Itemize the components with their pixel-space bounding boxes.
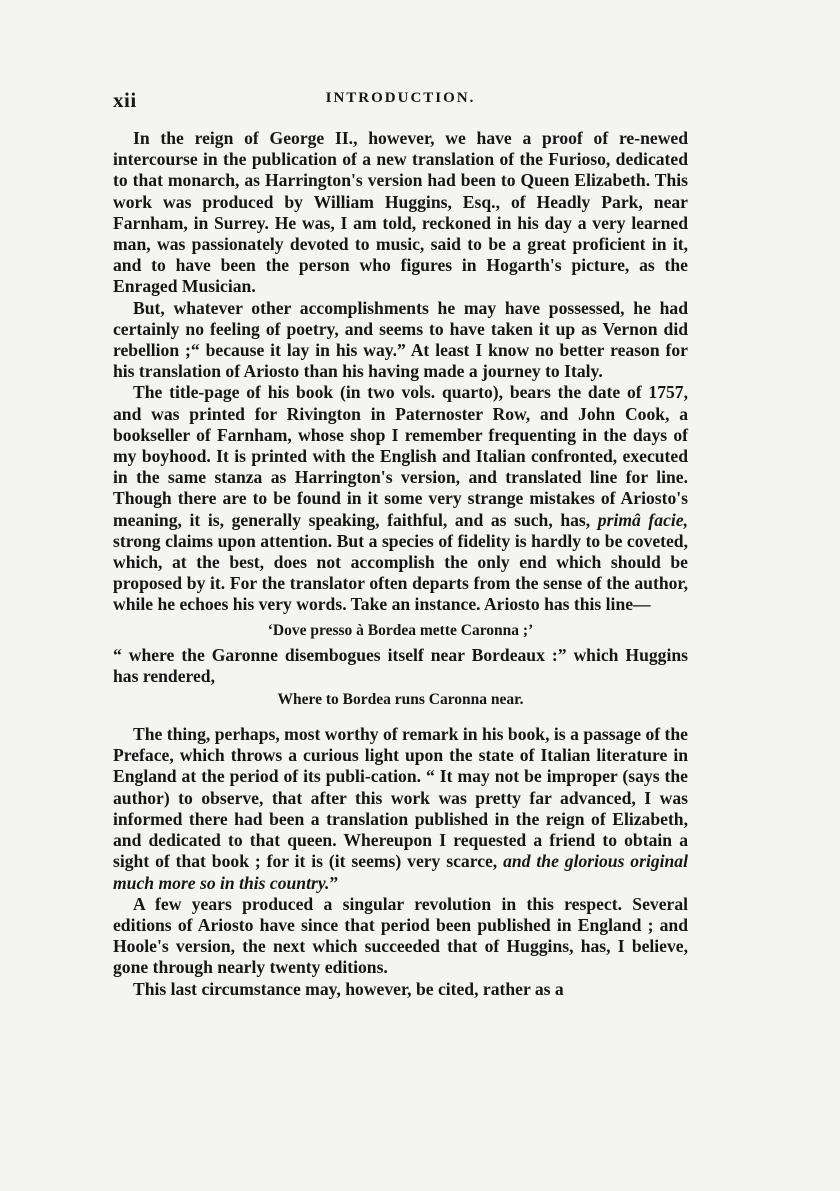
paragraph-3-text-b: strong claims upon attention. But a species of fidelity is hardly to be coveted, which, at the best, does not accomplish the only end which should be proposed by it. For the translator often departs from the sense of the author, while he echoes his very words. Take an instance. Ariosto has this line— — [113, 530, 688, 615]
paragraph-7: This last circumstance may, however, be cited, rather as a — [133, 978, 564, 999]
paragraph-5 — [113, 724, 688, 894]
paragraph-3-text-a: The title-page of his book (in two vols. quarto), bears the date of 1757, and was printed for Rivington in Paternoster Row, and John Cook, a bookseller of Farnham, whose shop I remember frequenting in the days of my boyhood. It is printed with the English and Italian confronted, executed in the same stanza as Harrington's version, and translated line for line. Though there are to be found in it some very strange mistakes of Ariosto's meaning, it is, generally speaking, faithful, and as such, has, — [113, 382, 688, 530]
page-number: xii — [113, 88, 137, 112]
running-head: INTRODUCTION. — [325, 90, 476, 106]
verse-line: Where to Bordea runs Caronna near. — [277, 691, 524, 709]
paragraph-3-italic: primâ facie, — [597, 509, 688, 530]
page-body — [113, 128, 688, 1000]
paragraph-5-italic: and the glorious original much more so in this country. — [113, 851, 688, 893]
paragraph-6: A few years produced a singular revolution in this respect. Several editions of Ariosto have since that period been published in England ; and Hoole's version, the next which succeeded that of Huggins, has, I believe, gone through nearly twenty editions. — [113, 893, 688, 978]
paragraph-4: “ where the Garonne disembogues itself near Bordeaux :” which Huggins has rendered, — [113, 644, 688, 686]
paragraph-5-end: ” — [329, 872, 339, 893]
paragraph-2: But, whatever other accomplishments he may have possessed, he had certainly no feeling of poetry, and seems to have taken it up as Vernon did rebellion ;“ because it lay in his way.” At least I know no better reason for his translation of Ariosto than his having made a journey to Italy. — [113, 297, 688, 382]
italian-quote: ‘Dove presso à Bordea mette Caronna ;’ — [267, 621, 534, 639]
paragraph-3 — [113, 382, 688, 615]
paragraph-1: In the reign of George II., however, we have a proof of re-newed intercourse in the publication of a new translation of the Furioso, dedicated to that monarch, as Harrington's version had been to Queen Elizabeth. This work was produced by William Huggins, Esq., of Headly Park, near Farnham, in Surrey. He was, I am told, reckoned in his day a very learned man, was passionately devoted to music, said to be a great proficient in it, and to have been the person who figures in Hogarth's picture, as the Enraged Musician. — [113, 128, 688, 297]
page-header — [113, 88, 688, 110]
paragraph-5-text-a: The thing, perhaps, most worthy of remark in his book, is a passage of the Preface, which throws a curious light upon the state of Italian literature in England at the period of its publi-cation. “ It may not be improper (says the author) to observe, that after this work was pretty far advanced, I was informed there had been a translation published in the reign of Elizabeth, and dedicated to that queen. Whereupon I requested a friend to obtain a sight of that book ; for it is (it seems) very scarce, — [113, 724, 688, 872]
